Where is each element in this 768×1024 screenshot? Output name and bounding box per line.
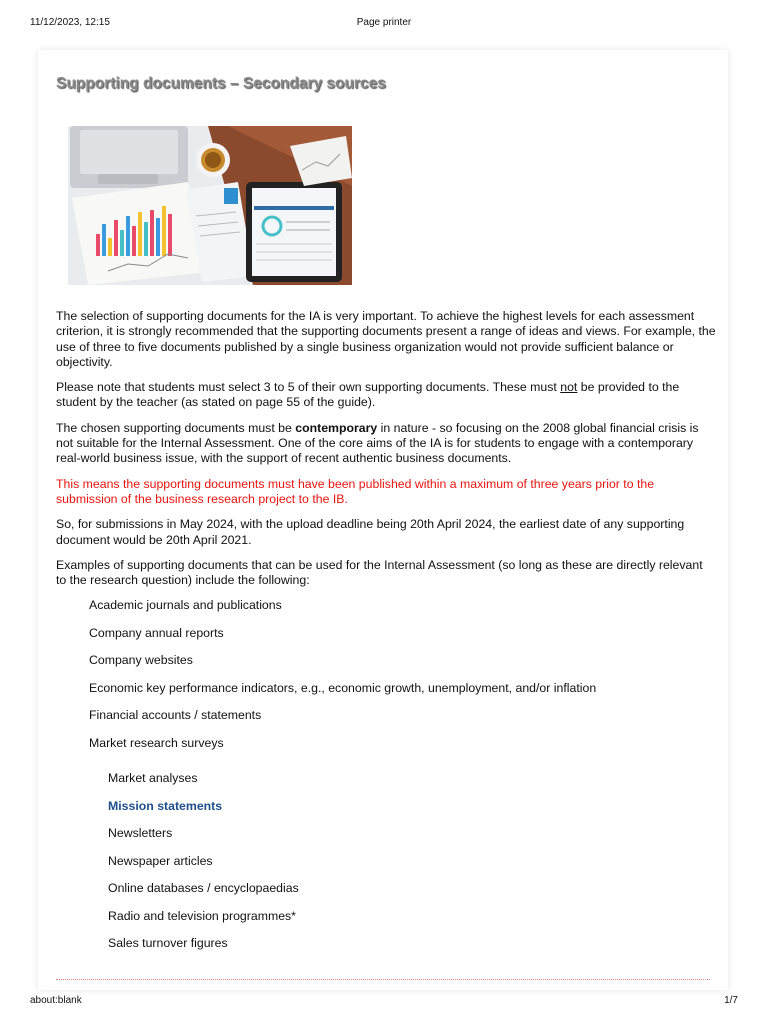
print-date: 11/12/2023, 12:15 xyxy=(30,17,110,28)
mission-statements-link[interactable]: Mission statements xyxy=(108,798,223,813)
list-item: Financial accounts / statements xyxy=(89,708,262,723)
list-item: Online databases / encyclopaedias xyxy=(108,881,299,896)
document-types-sublist xyxy=(56,771,716,964)
paragraph-contemporary xyxy=(56,421,716,467)
paragraph-select-note xyxy=(56,380,716,411)
text-run: in nature - so focusing on the 2008 global financial crisis is not suitable for the Internal Assessment. One of the core aims of the IA is for students to engage with a contemporary real-world business issue, with the support of recent authentic business documents. xyxy=(56,420,699,466)
list-item: Radio and television programmes* xyxy=(108,908,296,923)
print-footer xyxy=(0,995,768,1009)
hero-illustration xyxy=(68,126,352,285)
paragraph-deadline: So, for submissions in May 2024, with the upload deadline being 20th April 2024, the earliest date of any supporting document would be 20th April 2021. xyxy=(56,517,685,547)
list-item: Newsletters xyxy=(108,826,173,841)
list-item: Newspaper articles xyxy=(108,853,213,868)
print-title: Page printer xyxy=(356,17,412,28)
hero-image xyxy=(68,126,352,285)
list-item: Company websites xyxy=(89,653,193,668)
page-number: 1/7 xyxy=(724,995,738,1006)
section-divider xyxy=(56,979,710,980)
paragraph-examples: Examples of supporting documents that can be used for the Internal Assessment (so long as these are directly relevant to the research question) include the following: xyxy=(56,557,703,588)
text-run: The chosen supporting documents must be xyxy=(56,420,296,435)
paragraph-highlight: This means the supporting documents must have been published within a maximum of three years prior to the submission of the business research project to the IB. xyxy=(56,476,655,506)
underlined-text: not xyxy=(560,380,578,395)
list-item: Economic key performance indicators, e.g., economic growth, unemployment, and/or inflation xyxy=(89,680,597,695)
bold-text: contemporary xyxy=(295,420,378,435)
list-item: Sales turnover figures xyxy=(108,936,228,951)
print-url: about:blank xyxy=(30,995,82,1006)
list-item: Market research surveys xyxy=(89,735,224,750)
list-item: Market analyses xyxy=(108,771,198,786)
page-title: Supporting documents – Secondary sources xyxy=(56,75,386,92)
list-item: Company annual reports xyxy=(89,625,224,640)
print-header xyxy=(0,17,768,33)
article-card xyxy=(38,50,728,990)
text-run: be provided to the student by the teacher (as stated on page 55 of the guide). xyxy=(56,380,680,410)
list-item: Academic journals and publications xyxy=(89,598,282,613)
text-run: Please note that students must select 3 to 5 of their own supporting documents. These must xyxy=(56,380,561,395)
paragraph-intro: The selection of supporting documents for the IA is very important. To achieve the highest levels for each assessment criterion, it is strongly recommended that the supporting documents present a range of ideas and views. For example, the use of three to five documents published by a single business organization would not provide sufficient balance or objectivity. xyxy=(56,309,716,369)
document-types-list xyxy=(56,598,716,763)
article-body xyxy=(56,309,716,964)
